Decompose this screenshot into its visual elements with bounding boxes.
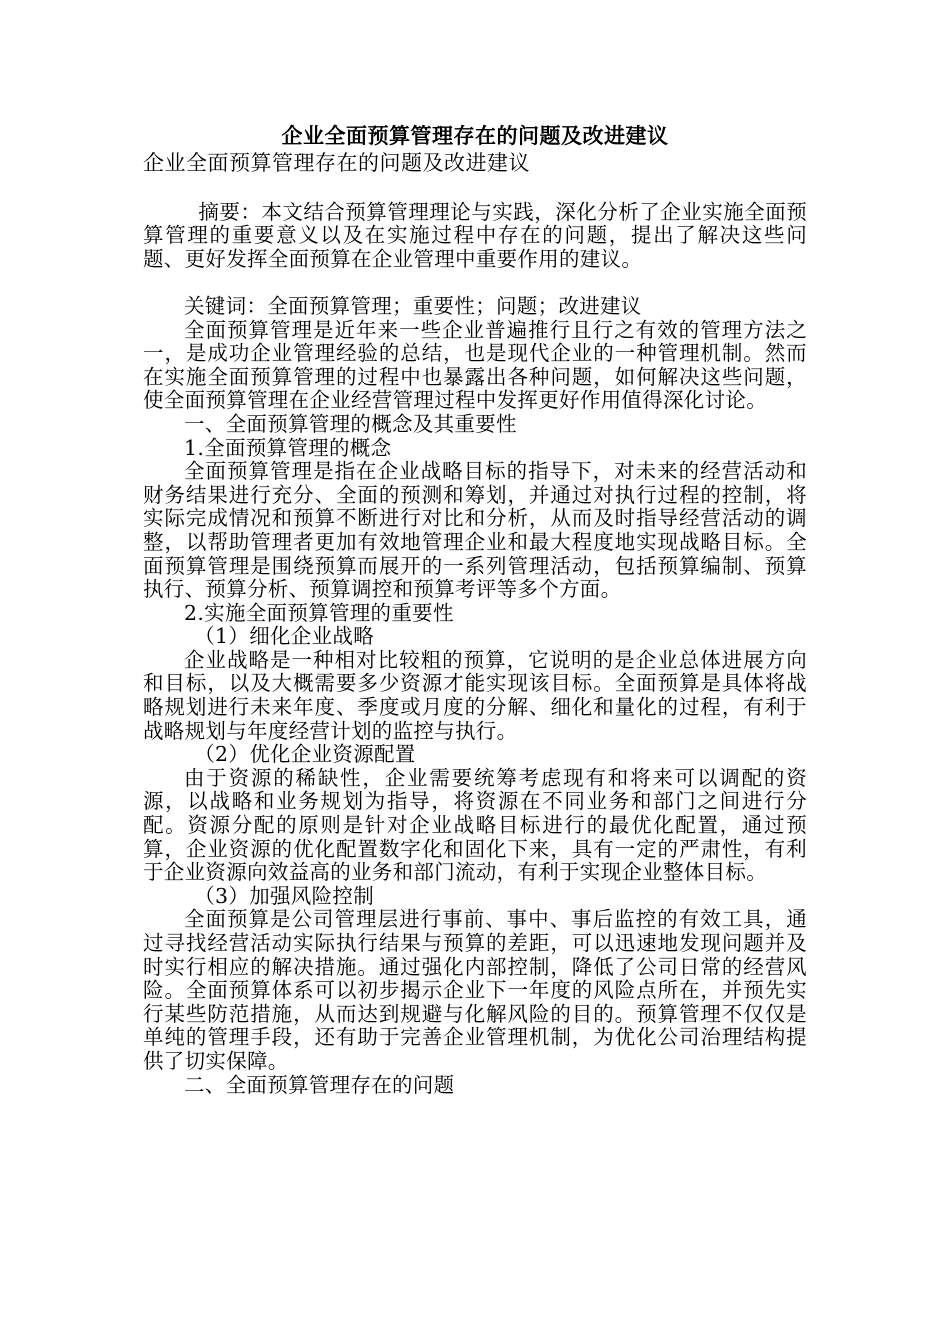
- document-title: 企业全面预算管理存在的问题及改进建议: [281, 123, 669, 148]
- subsection-1-heading: 1.全面预算管理的概念: [184, 435, 392, 460]
- item-3-heading: （3）加强风险控制: [194, 883, 374, 908]
- subsection-2-heading: 2.实施全面预算管理的重要性: [184, 600, 454, 625]
- subsection-1-paragraph: 全面预算管理是指在企业战略目标的指导下，对未来的经营活动和财务结果进行充分、全面的预测和筹划，并通过对执行过程的控制，将实际完成情况和预算不断进行对比和分析，从而及时指导经营活动的调整，以帮助管理者更加有效地管理企业和最大程度地实现战略目标。全面预算管理是围绕预算而展开的一系列管理活动，包括预算编制、预算执行、预算分析、预算调控和预算考评等多个方面。: [143, 459, 807, 602]
- section-1-heading: 一、全面预算管理的概念及其重要性: [184, 411, 517, 436]
- blank-line: [143, 271, 807, 295]
- document-body: [143, 121, 807, 1097]
- blank-line: [143, 177, 807, 201]
- item-1-paragraph: 企业战略是一种相对比较粗的预算，它说明的是企业总体进展方向和目标，以及大概需要多少资源才能实现该目标。全面预算是具体将战略规划进行未来年度、季度或月度的分解、细化和量化的过程，有利于战略规划与年度经营计划的监控与执行。: [143, 647, 807, 743]
- intro-paragraph: 全面预算管理是近年来一些企业普遍推行且行之有效的管理方法之一，是成功企业管理经验的总结，也是现代企业的一种管理机制。然而在实施全面预算管理的过程中也暴露出各种问题，如何解决这些问题，使全面预算管理在企业经营管理过程中发挥更好作用值得深化讨论。: [143, 317, 807, 413]
- item-2-heading: （2）优化企业资源配置: [194, 742, 416, 767]
- abstract-paragraph: 摘要：本文结合预算管理理论与实践，深化分析了企业实施全面预算管理的重要意义以及在实施过程中存在的问题，提出了解决这些问题、更好发挥全面预算在企业管理中重要作用的建议。: [143, 199, 807, 271]
- item-3-paragraph: 全面预算是公司管理层进行事前、事中、事后监控的有效工具，通过寻找经营活动实际执行结果与预算的差距，可以迅速地发现问题并及时实行相应的解决措施。通过强化内部控制，降低了公司日常的经营风险。全面预算体系可以初步揭示企业下一年度的风险点所在，并预先实行某些防范措施，从而达到规避与化解风险的目的。预算管理不仅仅是单纯的管理手段，还有助于完善企业管理机制，为优化公司治理结构提供了切实保障。: [143, 907, 807, 1073]
- item-2-paragraph: 由于资源的稀缺性，企业需要统筹考虑现有和将来可以调配的资源，以战略和业务规划为指导，将资源在不同业务和部门之间进行分配。资源分配的原则是针对企业战略目标进行的最优化配置，通过预算，企业资源的优化配置数字化和固化下来，具有一定的严肃性，有利于企业资源向效益高的业务和部门流动，有利于实现企业整体目标。: [143, 765, 807, 885]
- document-subtitle: 企业全面预算管理存在的问题及改进建议: [143, 151, 530, 175]
- section-2-heading: 二、全面预算管理存在的问题: [184, 1072, 455, 1097]
- keywords-line: 关键词：全面预算管理；重要性；问题；改进建议: [184, 293, 642, 318]
- item-1-heading: （1）细化企业战略: [194, 624, 374, 649]
